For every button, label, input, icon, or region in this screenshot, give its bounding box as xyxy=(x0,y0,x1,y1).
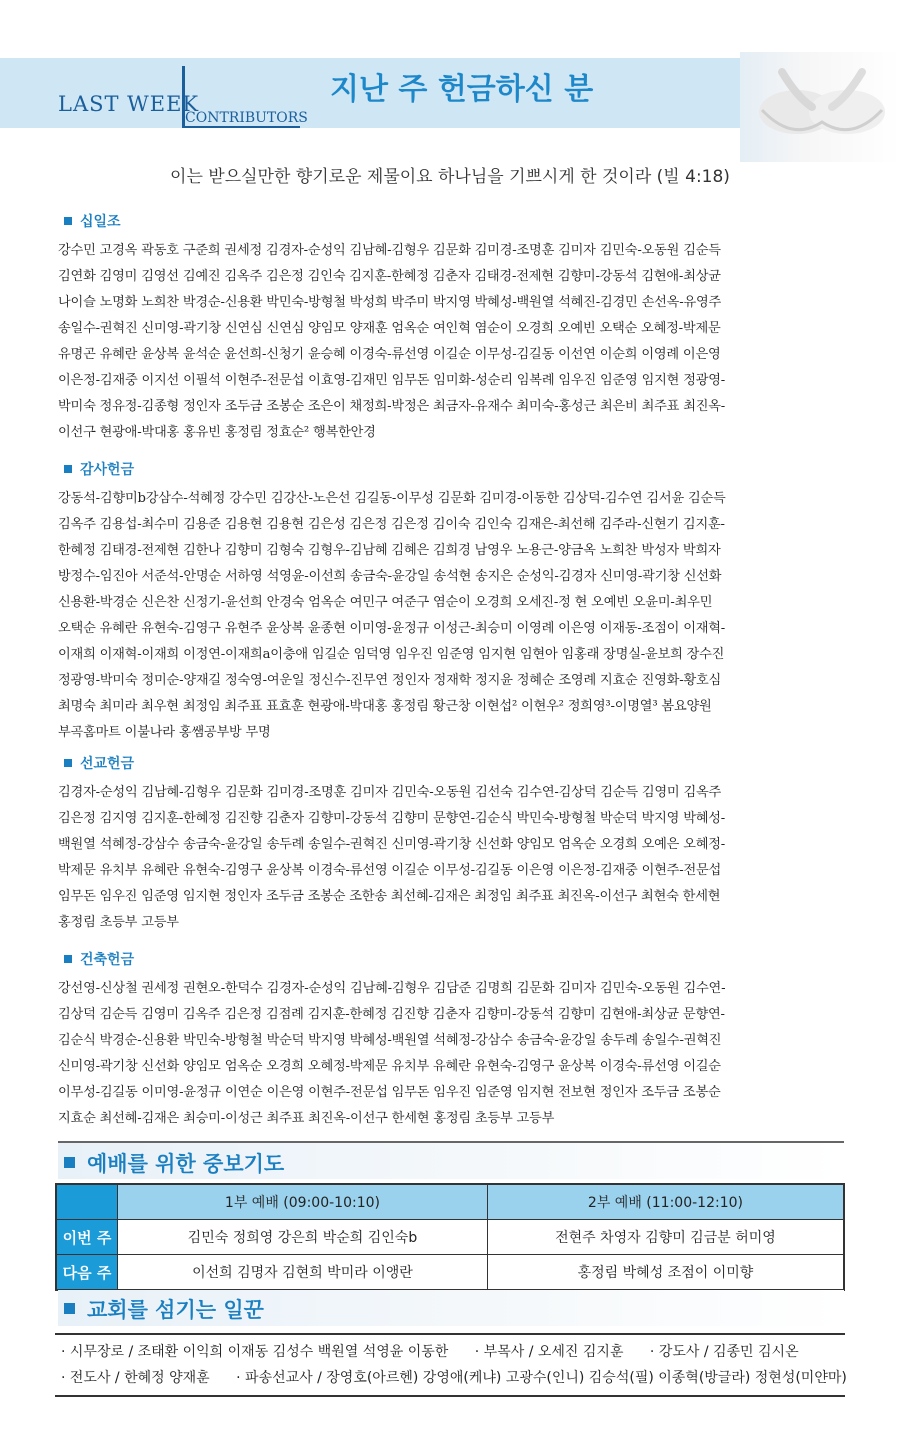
section-title: 십일조 xyxy=(58,212,858,232)
contributor-names: 강수민 고경옥 곽동호 구준희 권세정 김경자-순성익 김남혜-김형우 김문화 김미경-조명훈 김미자 김민숙-오동원 김순득 김연화 김영미 김영선 김예진 김옥주 김은정 김인숙 김지훈-한혜정 김춘자 김태경-전제현 김향미-강동석 김현애-최상균 나이슬 노명화 노희찬 박경순-신용환 박민숙-방형철 박성희 박주미 박지영 박혜성-백원열 석혜진-김경민 손선옥-유영주 송일수-권혁진 신미영-곽기창 신연심 신연심 양임모 양재훈 엄옥순 여인혁 염순이 오경희 오예빈 오택순 오혜정-박제문 유명곤 유혜란 윤상복 윤석순 윤선희-신청기 윤승혜 이경숙-류선영 이길순 이무성-김길동 이선연 이순희 이영례 이은영 이은정-김재중 이지선 이필석 이현주-전문섭 이효영-김재민 임무돈 임미화-성순리 임복례 임우진 임준영 임지현 정광영- 박미숙 정유정-김종형 정인자 조두금 조봉순 조은이 채정희-박정은 최금자-유재수 최미숙-홍성근 최은비 최주표 최진옥- 이선구 현광애-박대홍 홍유빈 홍정림 정효순² 행복한안경 xyxy=(58,243,726,440)
prayer-table xyxy=(55,1183,845,1291)
staff-item: · 전도사 / 한혜정 양재훈 xyxy=(61,1370,210,1386)
staff-item: · 강도사 / 김종민 김시온 xyxy=(649,1344,799,1360)
table-cell: 전현주 차영자 김향미 김금분 허미영 xyxy=(487,1220,844,1255)
staff-item: · 부목사 / 오세진 김지훈 xyxy=(474,1344,624,1360)
table-corner xyxy=(56,1184,118,1220)
column-header-first-service: 1부 예배 (09:00-10:10) xyxy=(118,1184,488,1220)
english-title-line2: CONTRIBUTORS xyxy=(185,110,308,126)
section-title: 선교헌금 xyxy=(58,754,858,774)
staff-row xyxy=(61,1365,845,1391)
square-bullet-icon xyxy=(64,465,72,473)
staff-row xyxy=(61,1339,845,1365)
section-title: 감사헌금 xyxy=(58,460,858,480)
section-building-offering xyxy=(58,950,858,1132)
prayer-title: 예배를 위한 중보기도 xyxy=(64,1148,284,1178)
staff-item: · 파송선교사 / 장영호(아르헨) 강영애(케냐) 고광수(인니) 김승석(필) 이종혁(방글라) 정현성(미얀마) xyxy=(236,1370,847,1386)
square-bullet-icon xyxy=(64,217,72,225)
table-cell: 이선희 김명자 김현희 박미라 이앵란 xyxy=(118,1255,488,1291)
bible-verse: 이는 받으실만한 향기로운 제물이요 하나님을 기쁘시게 한 것이라 (빌 4:18) xyxy=(170,167,730,187)
section-tithe xyxy=(58,212,858,446)
table-cell: 김민숙 정희영 강은희 박순희 김인숙b xyxy=(118,1220,488,1255)
section-thanks-offering xyxy=(58,460,858,746)
section-title: 건축헌금 xyxy=(58,950,858,970)
column-header-second-service: 2부 예배 (11:00-12:10) xyxy=(487,1184,844,1220)
table-row xyxy=(56,1220,844,1255)
square-bullet-icon xyxy=(64,759,72,767)
page-title: 지난 주 헌금하신 분 xyxy=(330,72,594,107)
table-header-row xyxy=(56,1184,844,1220)
header-banner xyxy=(0,52,900,162)
contributor-names: 강동석-김향미b강삼수-석혜정 강수민 김강산-노은선 김길동-이무성 김문화 김미경-이동한 김상덕-김수연 김서윤 김순득 김옥주 김용섭-최수미 김용준 김용현 김용현 김은성 김은정 김은정 김이숙 김인숙 김재은-최선해 김주라-신현기 김지훈- 한혜정 김태경-전제현 김한나 김향미 김형숙 김형우-김남혜 김혜은 김희경 남영우 노용근-양금옥 노희찬 박성자 박희자 방정수-임진아 서준석-안명순 서하영 석영윤-이선희 송금숙-윤강일 송석현 송지은 순성익-김경자 신미영-곽기창 신선화 신용환-박경순 신은찬 신정기-윤선희 안경숙 엄옥순 여민구 여준구 염순이 오경희 오세진-정 현 오예빈 오윤미-최우민 오택순 유혜란 유현숙-김영구 유현주 윤상복 윤종현 이미영-윤정규 이성근-최승미 이영례 이은영 이재동-조점이 이재혁- 이재희 이재혁-이재희 이정연-이재희a이충애 임길순 임덕영 임우진 임준영 임지현 임현아 임홍래 장명실-윤보희 장수진 정광영-박미숙 정미순-양재길 정숙영-여운일 정신수-진무연 정인자 정재학 정지윤 정혜순 조영례 지효순 진영화-황호심 최명숙 최미라 최우현 최정임 최주표 표효훈 현광애-박대홍 홍정림 황근창 이현섭² 이현우² 정희영³-이명열³ 봄요양원 부곡홈마트 이불나라 홍쌤공부방 무명 xyxy=(58,491,726,740)
contributor-names: 김경자-순성익 김남혜-김형우 김문화 김미경-조명훈 김미자 김민숙-오동원 김선숙 김수연-김상덕 김순득 김영미 김옥주 김은정 김지영 김지훈-한혜정 김진향 김춘자 김향미-강동석 김향미 문향연-김순식 박민숙-방형철 박순덕 박지영 박혜성- 백원열 석혜정-강삼수 송금숙-윤강일 송두례 송일수-권혁진 신미영-곽기창 신선화 양임모 엄옥순 오경희 오예은 오혜정- 박제문 유치부 유혜란 유현숙-김영구 윤상복 이경숙-류선영 이길순 이무성-김길동 이은영 이은정-김재중 이현주-전문섭 임무돈 임우진 임준영 임지현 정인자 조두금 조봉순 조한송 최선혜-김재은 최정임 최주표 최진옥-이선구 최현숙 한세현 홍정림 초등부 고등부 xyxy=(58,785,726,930)
staff-item: · 시무장로 / 조태환 이익희 이재동 김성수 백원열 석영윤 이동한 xyxy=(61,1344,449,1360)
contributor-names: 강선영-신상철 권세정 권현오-한덕수 김경자-순성익 김남혜-김형우 김담준 김명희 김문화 김미자 김민숙-오동원 김수연- 김상덕 김순득 김영미 김옥주 김은정 김점례 김지훈-한혜정 김진향 김춘자 김향미-강동석 김향미 김현애-최상균 문향연- 김순식 박경순-신용환 박민숙-방형철 박순덕 박지영 박혜성-백원열 석혜정-강삼수 송금숙-윤강일 송두례 송일수-권혁진 신미영-곽기창 신선화 양임모 엄옥순 오경희 오혜정-박제문 유치부 유혜란 유현숙-김영구 윤상복 이경숙-류선영 이길순 이무성-김길동 이미영-윤정규 이연순 이은영 이현주-전문섭 임무돈 임우진 임준영 임지현 전보현 정인자 조두금 조봉순 지효순 최선혜-김재은 최승미-이성근 최주표 최진옥-이선구 한세현 홍정림 초등부 고등부 xyxy=(58,981,726,1126)
square-bullet-icon xyxy=(64,1303,75,1314)
row-label: 다음 주 xyxy=(56,1255,118,1291)
square-bullet-icon xyxy=(64,1157,75,1168)
staff-list xyxy=(55,1333,845,1397)
table-row xyxy=(56,1255,844,1291)
square-bullet-icon xyxy=(64,955,72,963)
title-bracket-bottom xyxy=(182,126,300,128)
staff-title: 교회를 섬기는 일꾼 xyxy=(64,1294,264,1324)
section-mission-offering xyxy=(58,754,858,936)
english-title-line1: LAST WEEK xyxy=(58,92,200,116)
table-cell: 홍정림 박혜성 조점이 이미향 xyxy=(487,1255,844,1291)
open-hands-icon xyxy=(752,52,892,152)
row-label: 이번 주 xyxy=(56,1220,118,1255)
